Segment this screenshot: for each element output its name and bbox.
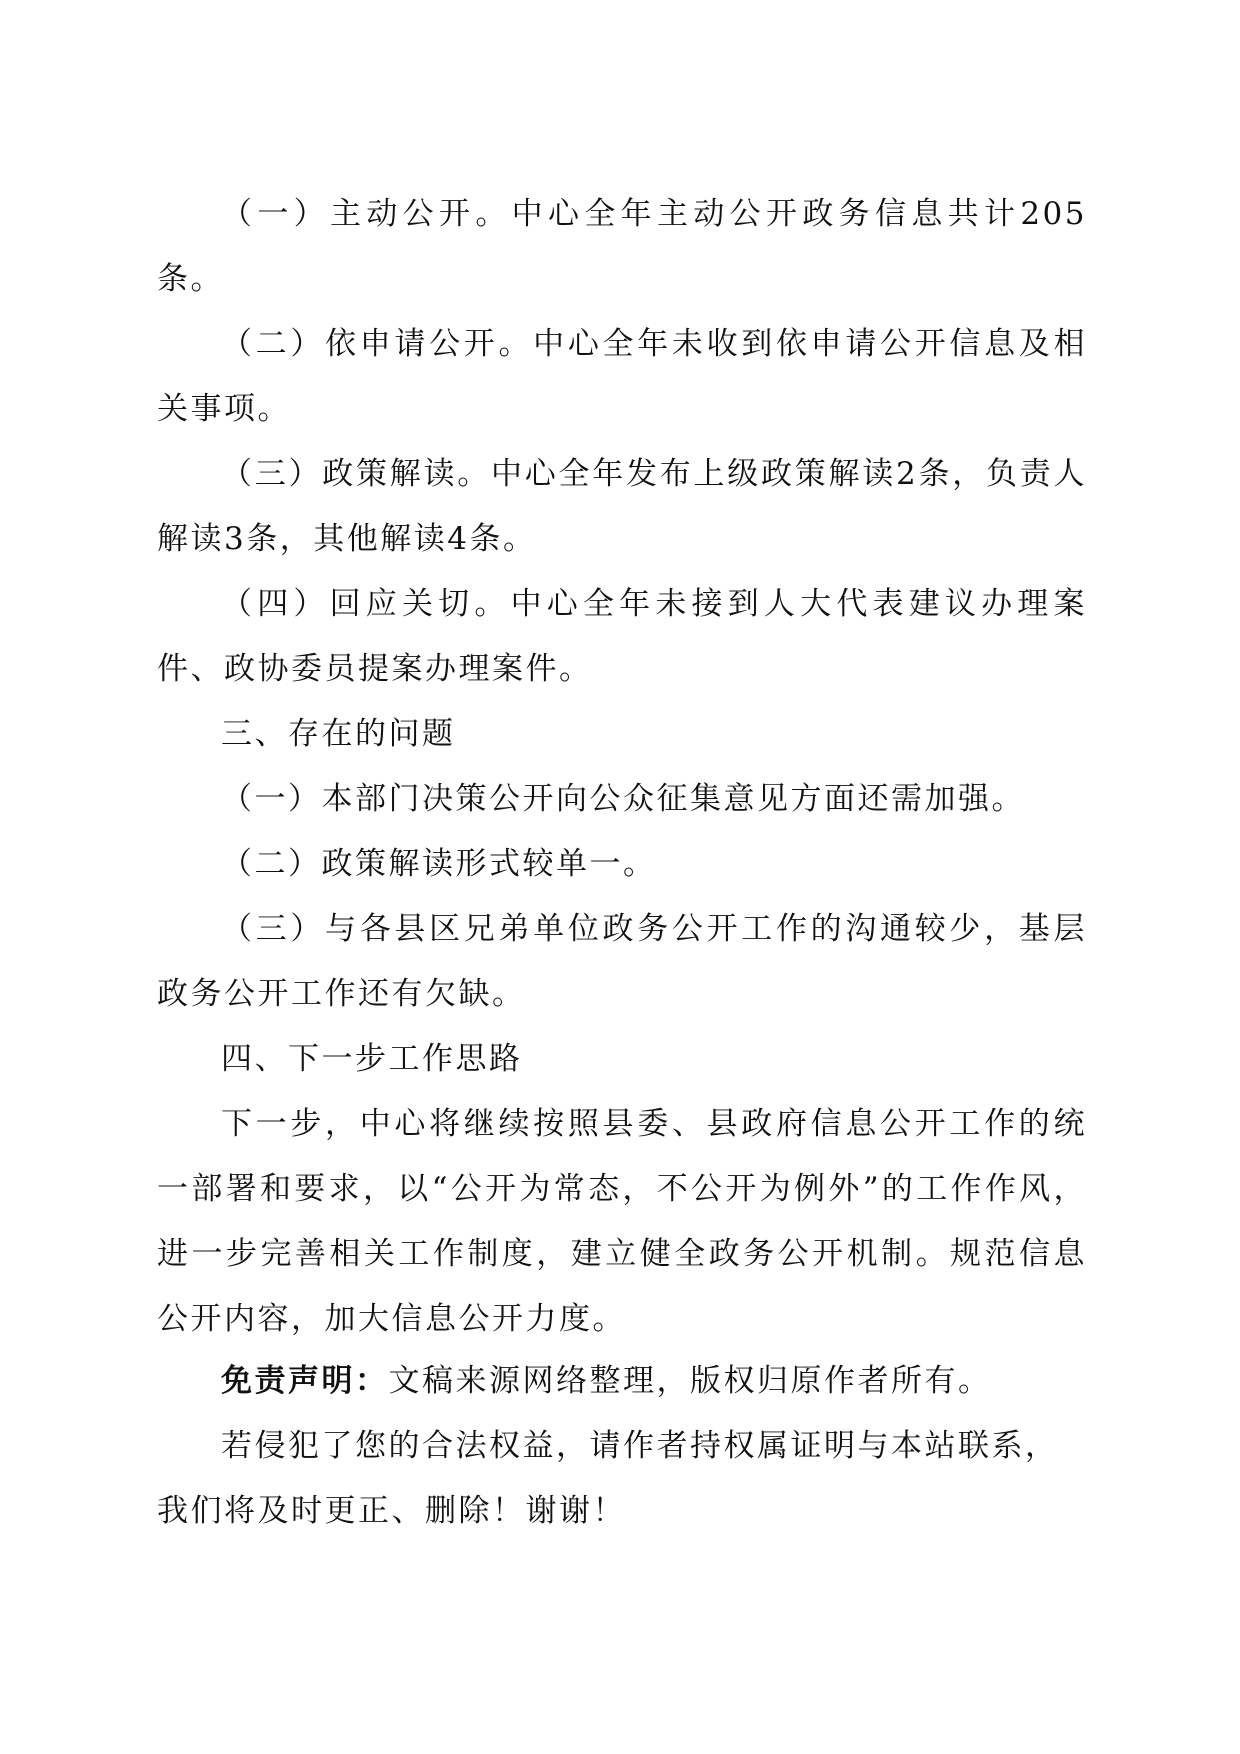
paragraph-responding-concerns: （四）回应关切。中心全年未接到人大代表建议办理案件、政协委员提案办理案件。 xyxy=(157,586,1087,687)
section-heading-next-steps: 四、下一步工作思路 xyxy=(221,1041,523,1077)
disclaimer-text: 文稿来源网络整理，版权归原作者所有。 xyxy=(388,1363,992,1399)
document-body xyxy=(157,182,1087,1352)
paragraph-proactive-disclosure: （一）主动公开。中心全年主动公开政务信息共计205条。 xyxy=(157,196,1087,297)
paragraph-next-steps: 下一步，中心将继续按照县委、县政府信息公开工作的统一部署和要求，以“公开为常态，不公开为例外”的工作作风，进一步完善相关工作制度，建立健全政务公开机制。规范信息公开内容，加大信息公开力度。 xyxy=(157,1106,1087,1337)
section-heading-problems: 三、存在的问题 xyxy=(221,716,456,752)
disclaimer-label: 免责声明： xyxy=(221,1363,389,1399)
paragraph-policy-interpretation: （三）政策解读。中心全年发布上级政策解读2条，负责人解读3条，其他解读4条。 xyxy=(157,456,1087,557)
problem-item-2: （二）政策解读形式较单一。 xyxy=(221,846,657,882)
problem-item-3: （三）与各县区兄弟单位政务公开工作的沟通较少，基层政务公开工作还有欠缺。 xyxy=(157,911,1087,1012)
disclaimer-line-1 xyxy=(157,1349,1087,1414)
disclaimer-line-3: 我们将及时更正、删除！谢谢！ xyxy=(157,1493,626,1529)
problem-item-1: （一）本部门决策公开向公众征集意见方面还需加强。 xyxy=(221,781,1025,817)
disclaimer-line-2: 若侵犯了您的合法权益，请作者持权属证明与本站联系， xyxy=(221,1428,1059,1464)
paragraph-disclosure-on-request: （二）依申请公开。中心全年未收到依申请公开信息及相关事项。 xyxy=(157,326,1087,427)
disclaimer-block xyxy=(157,1349,1087,1544)
